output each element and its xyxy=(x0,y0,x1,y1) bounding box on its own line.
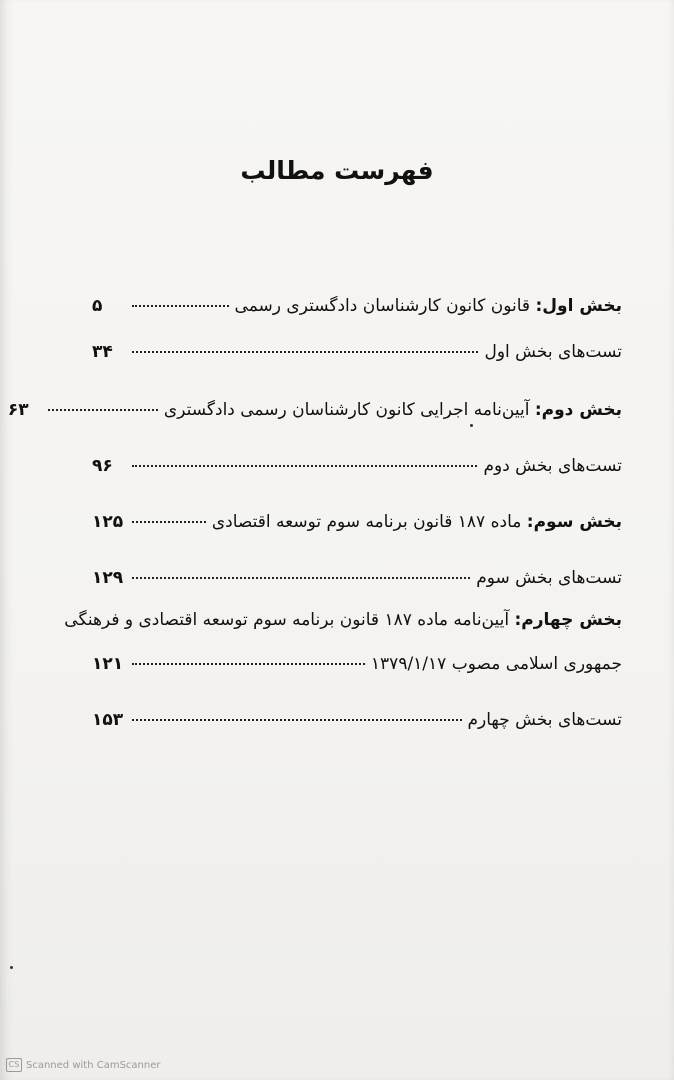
toc-entry-label xyxy=(483,456,622,476)
toc-section-name: بخش اول: xyxy=(535,296,622,316)
leader-dots xyxy=(132,662,365,665)
toc-entry-label xyxy=(164,400,622,420)
toc-entry-label xyxy=(468,710,623,730)
toc-section-name: بخش دوم: xyxy=(534,400,622,420)
toc-page-number: ۶۳ xyxy=(7,400,29,420)
toc-entry xyxy=(92,276,622,316)
toc-page-number: ۱۵۳ xyxy=(92,710,124,730)
leader-dots xyxy=(132,464,477,467)
toc-entry-text: آیین‌نامه اجرایی کانون کارشناسان رسمی دادگستری xyxy=(163,400,530,420)
toc-entry xyxy=(92,690,622,730)
toc-entry-label xyxy=(212,512,622,532)
watermark-text: Scanned with CamScanner xyxy=(26,1059,161,1071)
toc-entry-text-line2: جمهوری اسلامی مصوب ۱۳۷۹/۱/۱۷ xyxy=(370,654,622,674)
toc-entry-line1 xyxy=(64,610,622,630)
leader-dots xyxy=(132,576,470,579)
scan-speck xyxy=(470,424,473,427)
toc-entry-label xyxy=(235,296,622,316)
leader-dots xyxy=(132,304,229,307)
leader-dots xyxy=(48,408,158,411)
toc-entry xyxy=(7,380,622,420)
toc-entry-text: ماده ۱۸۷ قانون برنامه سوم توسعه اقتصادی xyxy=(211,512,522,532)
toc-section-name: بخش چهارم: xyxy=(514,610,622,630)
toc-page-number: ۹۶ xyxy=(92,456,113,476)
leader-dots xyxy=(132,718,462,721)
toc-page-number: ۱۲۵ xyxy=(92,512,124,532)
toc-entry-label xyxy=(371,654,622,674)
toc-entry xyxy=(92,634,622,674)
toc-entry-label xyxy=(484,342,622,362)
toc-entry-text: آیین‌نامه ماده ۱۸۷ قانون برنامه سوم توسعه اقتصادی و فرهنگی xyxy=(64,610,510,630)
scanner-watermark xyxy=(6,1058,161,1072)
toc-entry-text: تست‌های بخش اول xyxy=(484,342,622,362)
toc-entry xyxy=(92,322,622,362)
page-title: فهرست مطالب xyxy=(240,156,434,185)
toc-page-number: ۱۲۱ xyxy=(92,654,124,674)
toc-page-number: ۵ xyxy=(92,296,103,316)
toc-entry-text: تست‌های بخش چهارم xyxy=(467,710,622,730)
leader-dots xyxy=(132,350,478,353)
toc-entry xyxy=(92,436,622,476)
toc-entry-label xyxy=(476,568,622,588)
toc-page-number: ۳۴ xyxy=(92,342,113,362)
toc-entry-text: قانون کانون کارشناسان دادگستری رسمی xyxy=(234,296,531,316)
scan-speck xyxy=(10,966,13,969)
toc-page-number: ۱۲۹ xyxy=(92,568,124,588)
toc-entry-text: تست‌های بخش دوم xyxy=(483,456,622,476)
toc-entry xyxy=(92,492,622,532)
toc-entry xyxy=(92,548,622,588)
toc-section-name: بخش سوم: xyxy=(526,512,622,532)
toc-entry-text: تست‌های بخش سوم xyxy=(476,568,622,588)
leader-dots xyxy=(132,520,206,523)
camscanner-icon: CS xyxy=(6,1058,22,1072)
